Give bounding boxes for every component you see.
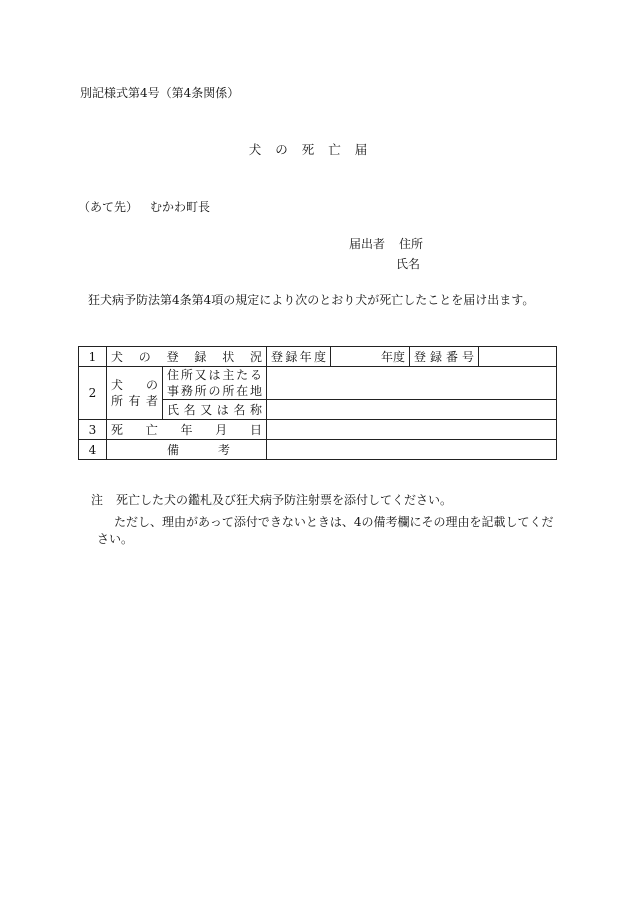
death-report-table bbox=[78, 346, 557, 460]
addressee bbox=[78, 198, 210, 215]
note-marker: 注 bbox=[91, 493, 104, 507]
note-line-1 bbox=[91, 491, 452, 508]
owner-label-line1: 犬 の bbox=[111, 378, 158, 392]
note-line-3: さい。 bbox=[97, 532, 134, 546]
death-date-label bbox=[107, 420, 267, 440]
remarks-label bbox=[107, 440, 267, 460]
document-title: 犬の死亡届 bbox=[248, 142, 382, 157]
death-date-field[interactable] bbox=[267, 420, 557, 440]
submitter-address-label: 住所 bbox=[399, 237, 424, 251]
owner-address-label-line1: 住 所 又 は 主 た る bbox=[167, 368, 262, 382]
spread-label: 登 録 年 度 bbox=[271, 350, 326, 364]
addressee-prefix: （あて先） bbox=[78, 200, 139, 214]
owner-name-label bbox=[163, 400, 267, 420]
owner-address-label bbox=[163, 367, 267, 400]
owner-label bbox=[107, 367, 163, 420]
spread-label: 備 考 bbox=[167, 443, 230, 457]
table-row-owner-address bbox=[79, 367, 557, 400]
registration-number-label bbox=[410, 347, 479, 367]
addressee-name: むかわ町長 bbox=[150, 200, 211, 214]
remarks-field[interactable] bbox=[267, 440, 557, 460]
registration-year-label bbox=[267, 347, 331, 367]
owner-name-field[interactable] bbox=[267, 400, 557, 420]
registration-status-label bbox=[107, 347, 267, 367]
row-number: 1 bbox=[79, 347, 107, 367]
registration-year-field[interactable]: 年度 bbox=[331, 347, 410, 367]
table-row-registration bbox=[79, 347, 557, 367]
row-number: 2 bbox=[79, 367, 107, 420]
table-row-death-date bbox=[79, 420, 557, 440]
owner-address-label-line2: 事 務 所 の 所 在 地 bbox=[167, 384, 262, 398]
spread-label: 死 亡 年 月 日 bbox=[111, 423, 262, 437]
spread-label: 犬 の 登 録 状 況 bbox=[111, 350, 262, 364]
submitter-name-label: 氏名 bbox=[396, 257, 421, 271]
row-number: 4 bbox=[79, 440, 107, 460]
owner-address-field[interactable] bbox=[267, 367, 557, 400]
registration-number-field[interactable] bbox=[479, 347, 557, 367]
table-row-remarks bbox=[79, 440, 557, 460]
submitter-address-line bbox=[349, 235, 423, 252]
submitter-label: 届出者 bbox=[349, 237, 386, 251]
spread-label: 氏 名 又 は 名 称 bbox=[167, 403, 262, 417]
spread-label: 登 録 番 号 bbox=[414, 350, 474, 364]
owner-label-line2: 所 有 者 bbox=[111, 394, 158, 408]
form-number-label: 別記様式第4号（第4条関係） bbox=[80, 86, 240, 100]
note-line-2: ただし、理由があって添付できないときは、4の備考欄にその理由を記載してくだ bbox=[114, 515, 554, 529]
statement-text: 狂犬病予防法第4条第4項の規定により次のとおり犬が死亡したことを届け出ます。 bbox=[88, 293, 535, 307]
row-number: 3 bbox=[79, 420, 107, 440]
note-text-1: 死亡した犬の鑑札及び狂犬病予防注射票を添付してください。 bbox=[116, 493, 453, 507]
